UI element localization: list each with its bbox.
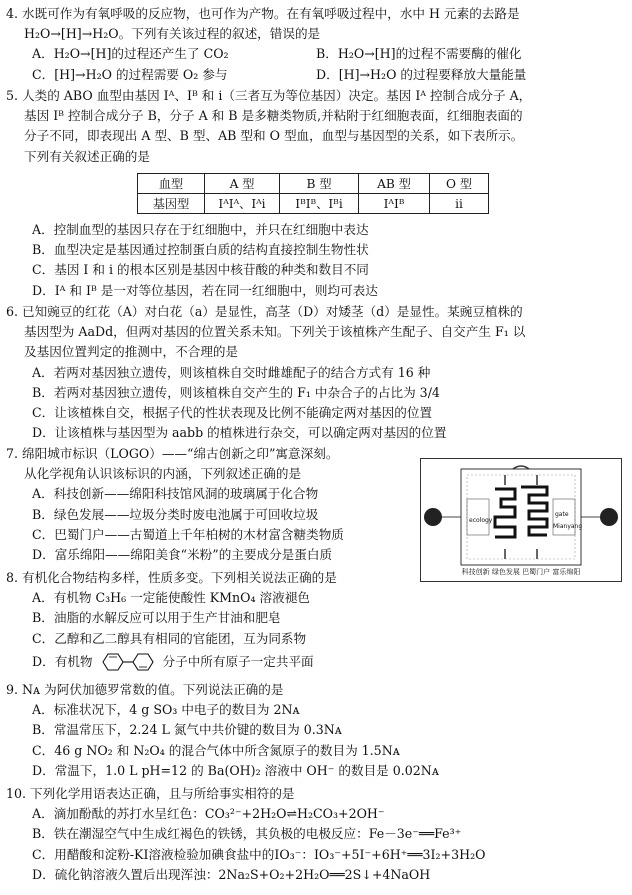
q6-option-a: A．若两对基因独立遗传，则该植株自交时雌雄配子的结合方式有 16 种 [32, 364, 431, 380]
seal-logo-icon [421, 459, 621, 581]
q5-option-b: B．血型决定是基因通过控制蛋白质的结构直接控制生物性状 [32, 242, 369, 258]
q6-option-b: B．若两对基因独立遗传，则该植株自交产生的 F₁ 中杂合子的占比为 3/4 [32, 384, 440, 400]
table-cell: B 型 [280, 174, 359, 194]
q8-option-d-post: 分子中所有原子一定共平面 [162, 653, 314, 669]
q8-option-d [6, 649, 624, 675]
q5-option-a: A．控制血型的基因只存在于红细胞中，并只在红细胞中表达 [32, 222, 369, 237]
q6-stem-3: 及基因位置判定的推测中，不合理的是 [24, 344, 239, 360]
q6-stem-2: 基因型为 AaDd，但两对基因的位置关系未知。下列关于该植株产生配子、自交产生 F₁ 以 [24, 324, 526, 340]
q8-option-b: B．油脂的水解反应可以用于生产甘油和肥皂 [32, 610, 281, 626]
logo-caption: 科技创新 绿色发展 巴蜀门户 富乐绵阳 [461, 568, 581, 576]
question-8 [6, 568, 624, 675]
q10-option-a: A．滴加酚酞的苏打水呈红色：CO₃²⁻+2H₂O⇌H₂CO₃+2OH⁻ [32, 806, 385, 822]
q4-stem-2: H₂O→[H]→H₂O。下列有关该过程的叙述，错误的是 [24, 26, 321, 42]
q7-option-c: C．巴蜀门户——古蜀道上千年柏树的木材富含糖类物质 [32, 526, 344, 542]
q10-stem: 10. 下列化学用语表达正确，且与所给事实相符的是 [6, 786, 295, 801]
question-9 [6, 680, 624, 781]
q9-option-d: D．常温下，1.0 L pH=12 的 Ba(OH)₂ 溶液中 OH⁻ 的数目是 0.02Nᴀ [32, 762, 439, 778]
q7-option-d: D．富乐绵阳——绵阳美食“米粉”的主要成分是蛋白质 [32, 546, 333, 562]
q10-option-d: D．硫化钠溶液久置后出现浑浊：2Na₂S+O₂+2H₂O══2S↓+4NaOH [32, 866, 431, 882]
question-7 [6, 444, 416, 565]
q7-option-a: A．科技创新——绵阳科技馆风洞的玻璃属于化合物 [32, 486, 319, 502]
q6-option-c: C．让该植株自交，根据子代的性状表现及比例不能确定两对基因的位置 [32, 404, 433, 420]
q9-option-b: B．常温常压下，2.24 L 氮气中共价键的数目为 0.3Nᴀ [32, 722, 342, 738]
q7-option-b: B．绿色发展——垃圾分类时废电池属于可回收垃圾 [32, 506, 319, 522]
logo-label-mianyang: Mianyang [553, 523, 583, 530]
q4-option-b: B．H₂O→[H]的过程不需要酶的催化 [316, 46, 522, 62]
table-cell: A 型 [205, 174, 280, 194]
q10-option-b: B．铁在潮湿空气中生成红褐色的铁锈，其负极的电极反应：Fe－3e⁻══Fe³⁺ [32, 826, 462, 842]
q7-stem-1: 7. 绵阳城市标识（LOGO）——“绵古创新之印”寓意深刻。 [6, 446, 339, 461]
table-cell: IᴬIᴮ [359, 194, 430, 214]
q5-option-d: D．Iᴬ 和 Iᴮ 是一对等位基因，若在同一红细胞中，则均可表达 [32, 282, 378, 298]
biphenyl-structure-icon [99, 652, 157, 672]
table-cell: IᴮIᴮ、Iᴮi [280, 194, 359, 214]
table-cell: O 型 [430, 174, 489, 194]
logo-label-ecology: ecology [469, 517, 493, 524]
q6-option-d: D．让该植株与基因型为 aabb 的植株进行杂交，可以确定两对基因的位置 [32, 425, 447, 441]
logo-label-gate: gate [555, 511, 569, 518]
q8-stem: 8. 有机化合物结构多样，性质多变。下列相关说法正确的是 [6, 570, 337, 585]
q8-option-d-pre: D．有机物 [32, 653, 93, 669]
mianyang-logo-figure [420, 458, 622, 582]
q8-option-a: A．有机物 C₃H₆ 一定能使酸性 KMnO₄ 溶液褪色 [32, 590, 310, 606]
table-cell: 血型 [138, 174, 205, 194]
q4-option-a: A．H₂O→[H]的过程还产生了 CO₂ [32, 46, 229, 62]
q9-option-a: A．标准状况下，4 g SO₃ 中电子的数目为 2Nᴀ [32, 702, 300, 718]
blood-type-table [137, 173, 489, 214]
table-cell: ii [430, 194, 489, 214]
q9-stem: 9. Nᴀ 为阿伏加德罗常数的值。下列说法正确的是 [6, 682, 284, 697]
q8-option-c: C．乙醇和乙二醇具有相同的官能团，互为同系物 [32, 630, 307, 646]
question-5 [6, 86, 624, 167]
q5-stem-2: 基因 Iᴮ 控制合成分子 B，分子 A 和 B 是多糖类物质,并粘附于红细胞表面，红细胞表面的 [24, 108, 523, 124]
q4-option-c: C．[H]→H₂O 的过程需要 O₂ 参与 [32, 66, 228, 82]
q9-option-c: C．46 g NO₂ 和 N₂O₄ 的混合气体中所含氮原子的数目为 1.5Nᴀ [32, 742, 400, 758]
question-10 [6, 784, 624, 885]
q5-stem-4: 下列有关叙述正确的是 [24, 148, 150, 164]
table-cell: AB 型 [359, 174, 430, 194]
question-4 [6, 4, 624, 85]
table-row [138, 194, 489, 214]
q4-option-d: D．[H]→H₂O 的过程要释放大量能量 [316, 66, 527, 82]
table-row [138, 174, 489, 194]
q6-stem-1: 6. 已知豌豆的红花（A）对白花（a）是显性，高茎（D）对矮茎（d）是显性。某豌豆植株的 [6, 304, 523, 319]
q7-stem-2: 从化学视角认识该标识的内涵，下列叙述正确的是 [24, 466, 302, 482]
q5-option-c: C．基因 I 和 i 的根本区别是基因中核苷酸的种类和数目不同 [32, 262, 369, 278]
table-cell: 基因型 [138, 194, 205, 214]
q5-stem-3: 分子不同，即表现出 A 型、B 型、AB 型和 O 型血，血型与基因型的关系，如下表所示。 [24, 128, 524, 144]
q5-stem-1: 5. 人类的 ABO 血型由基因 Iᴬ、Iᴮ 和 i（三者互为等位基因）决定。基因 Iᴬ 控制合成分子 A， [6, 88, 532, 103]
question-5-options [6, 220, 624, 301]
q10-option-c: C．用醋酸和淀粉-KI溶液检验加碘食盐中的IO₃⁻：IO₃⁻+5I⁻+6H⁺══3I₂+3H₂O [32, 846, 486, 862]
question-6 [6, 302, 624, 443]
table-cell: IᴬIᴬ、Iᴬi [205, 194, 280, 214]
q4-stem-1: 4. 水既可作为有氧呼吸的反应物，也可作为产物。在有氧呼吸过程中，水中 H 元素的去路是 [6, 6, 520, 21]
